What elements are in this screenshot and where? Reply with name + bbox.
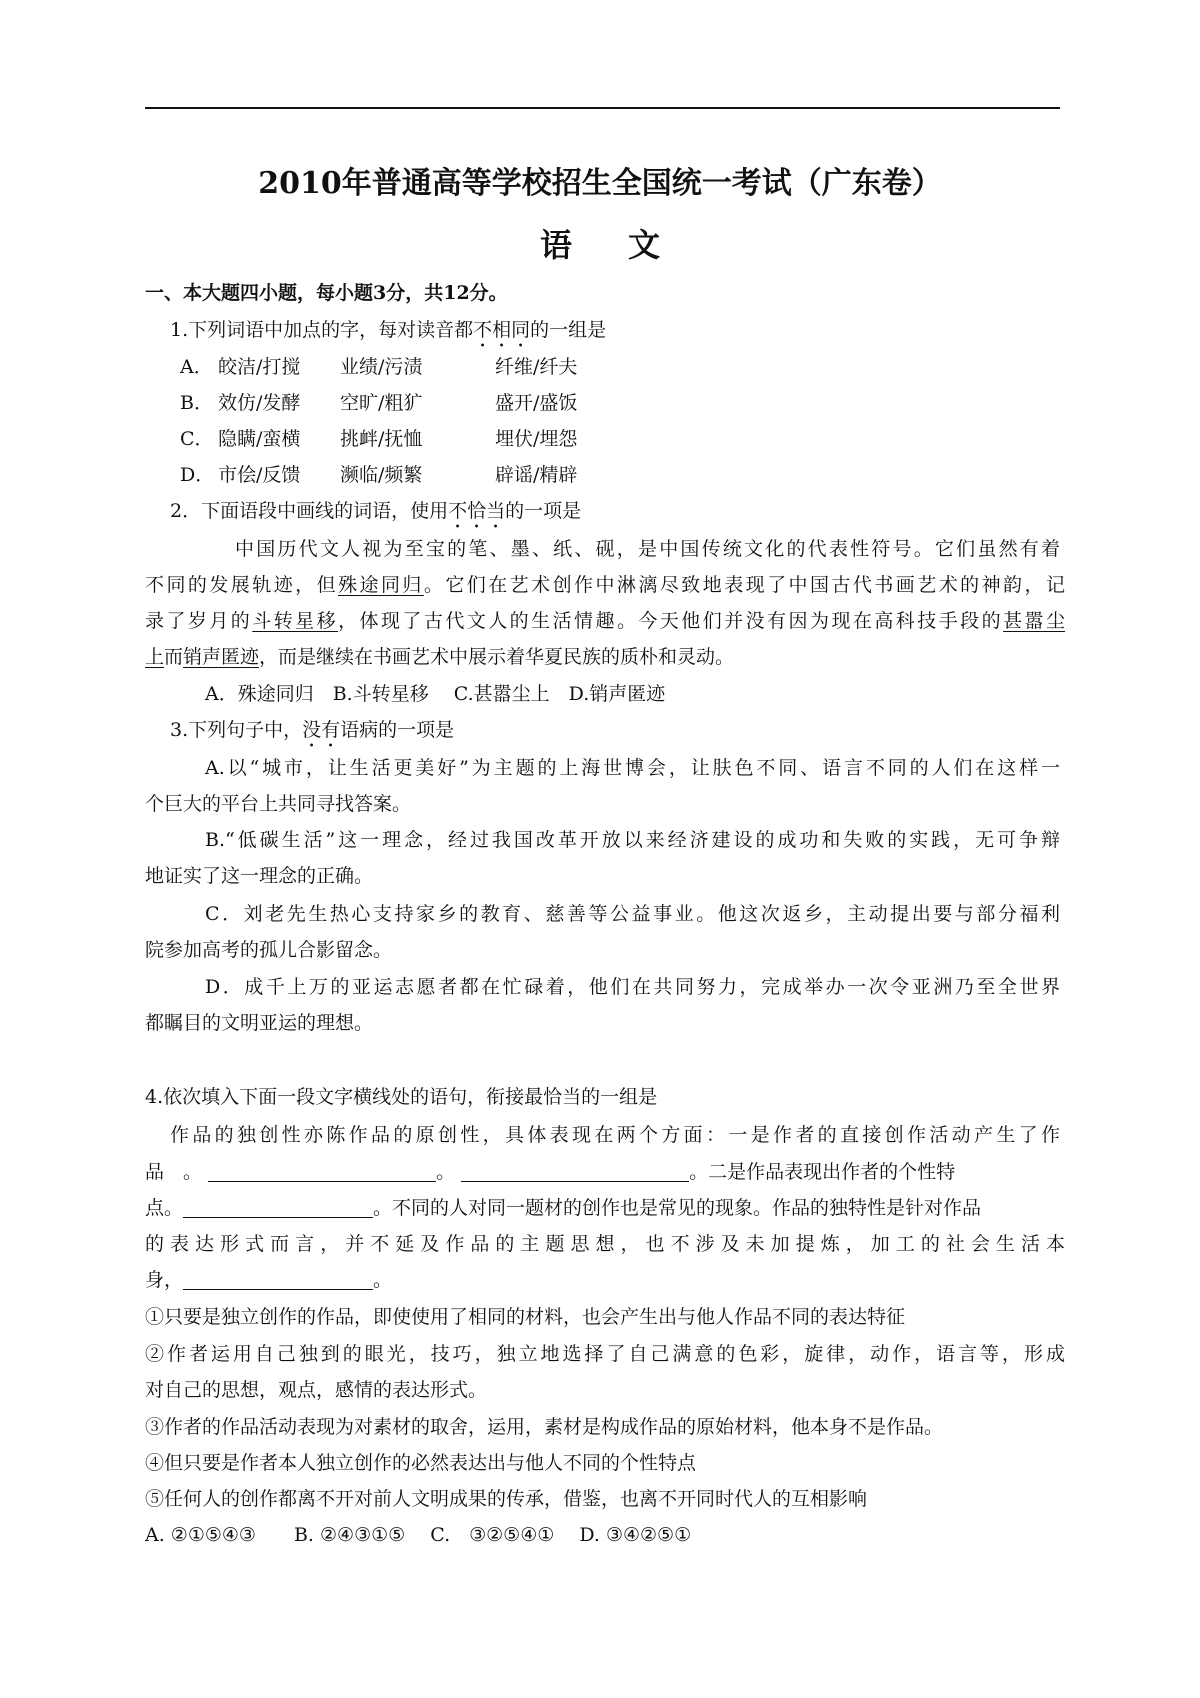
q4-passage-line1: 作品的独创性亦陈作品的原创性，具体表现在两个方面：一是作者的直接创作活动产生了作	[170, 1124, 1060, 1146]
q1-option-a: A． 皎洁/打搅 业绩/污渍 纤维/纤夫	[180, 356, 578, 378]
q3-option-c-line1: C．刘老先生热心支持家乡的教育、慈善等公益事业。他这次返乡，主动提出要与部分福利	[205, 903, 1060, 925]
q3-option-b-line2: 地证实了这一理念的正确。	[145, 865, 374, 887]
q1-stem: 1.下列词语中加点的字，每对读音都不相同的一组是	[170, 319, 607, 341]
q3-stem: 3.下列句子中，没有语病的一项是	[170, 719, 455, 741]
q1-option-c: C． 隐瞒/蛮横 挑衅/抚恤 埋伏/埋怨	[180, 428, 578, 450]
exam-title: 2010年普通高等学校招生全国统一考试（广东卷）	[258, 166, 942, 201]
q4-item-2-line2: 对自己的思想，观点，感情的表达形式。	[145, 1379, 488, 1401]
q2-passage-line4: 上而销声匿迹，而是继续在书画艺术中展示着华夏民族的质朴和灵动。	[145, 646, 735, 668]
q1-option-b: B． 效仿/发酵 空旷/粗犷 盛开/盛饭	[180, 392, 578, 414]
q2-options: A．殊途同归 B.斗转星移 C.甚嚣尘上 D.销声匿迹	[205, 683, 666, 705]
fill-blank-3[interactable]	[183, 1195, 373, 1218]
q1-option-d: D． 市侩/反馈 濒临/频繁 辟谣/精辟	[180, 464, 578, 486]
q4-passage-line4: 的表达形式而言，并不延及作品的主题思想，也不涉及未加提炼，加工的社会生活本	[145, 1233, 1065, 1255]
q4-options: A. ②①⑤④③ B. ②④③①⑤ C. ③②⑤④① D. ③④②⑤①	[145, 1524, 692, 1546]
q4-item-2-line1: ②作者运用自己独到的眼光，技巧，独立地选择了自己满意的色彩，旋律，动作，语言等，形成	[145, 1343, 1065, 1365]
fill-blank-2[interactable]	[461, 1159, 689, 1182]
fill-blank-1[interactable]	[208, 1159, 436, 1182]
q2-passage-line3: 录了岁月的斗转星移，体现了古代文人的生活情趣。今天他们并没有因为现在高科技手段的甚嚣尘	[145, 610, 1065, 632]
q4-passage-line3: 点。 。不同的人对同一题材的创作也是常见的现象。作品的独特性是针对作品	[145, 1197, 982, 1219]
q4-item-1: ①只要是独立创作的作品，即使使用了相同的材料，也会产生出与他人作品不同的表达特征	[145, 1306, 906, 1328]
section-heading: 一、本大题四小题，每小题3分，共12分。	[145, 282, 508, 304]
q4-passage-line5: 身， 。	[145, 1269, 393, 1291]
fill-blank-4[interactable]	[183, 1267, 373, 1290]
q4-item-4: ④但只要是作者本人独立创作的必然表达出与他人不同的个性特点	[145, 1452, 697, 1474]
q3-option-a-line2: 个巨大的平台上共同寻找答案。	[145, 793, 412, 815]
q3-option-d-line2: 都瞩目的文明亚运的理想。	[145, 1012, 374, 1034]
q3-option-c-line2: 院参加高考的孤儿合影留念。	[145, 939, 393, 961]
q3-option-d-line1: D．成千上万的亚运志愿者都在忙碌着，他们在共同努力，完成举办一次令亚洲乃至全世界	[205, 976, 1060, 998]
q3-option-a-line1: A.以“城市，让生活更美好”为主题的上海世博会，让肤色不同、语言不同的人们在这样一	[205, 757, 1060, 779]
q4-item-5: ⑤任何人的创作都离不开对前人文明成果的传承，借鉴，也离不开同时代人的互相影响	[145, 1488, 868, 1510]
q2-passage-line2: 不同的发展轨迹，但殊途同归。它们在艺术创作中淋漓尽致地表现了中国古代书画艺术的神韵，记	[145, 574, 1065, 596]
q4-stem: 4.依次填入下面一段文字横线处的语句，衔接最恰当的一组是	[145, 1086, 658, 1108]
q4-item-3: ③作者的作品活动表现为对素材的取舍，运用，素材是构成作品的原始材料，他本身不是作品。	[145, 1416, 944, 1438]
q2-stem: 2．下面语段中画线的词语，使用不恰当的一项是	[170, 500, 582, 522]
q3-option-b-line1: B.“低碳生活”这一理念，经过我国改革开放以来经济建设的成功和失败的实践，无可争辩	[205, 829, 1060, 851]
q2-passage-line1: 中国历代文人视为至宝的笔、墨、纸、砚，是中国传统文化的代表性符号。它们虽然有着	[235, 538, 1060, 560]
header-rule	[145, 107, 1060, 109]
q4-passage-line2: 品 。 。 。二是作品表现出作者的个性特	[145, 1161, 956, 1183]
subject-title: 语文	[539, 226, 716, 264]
